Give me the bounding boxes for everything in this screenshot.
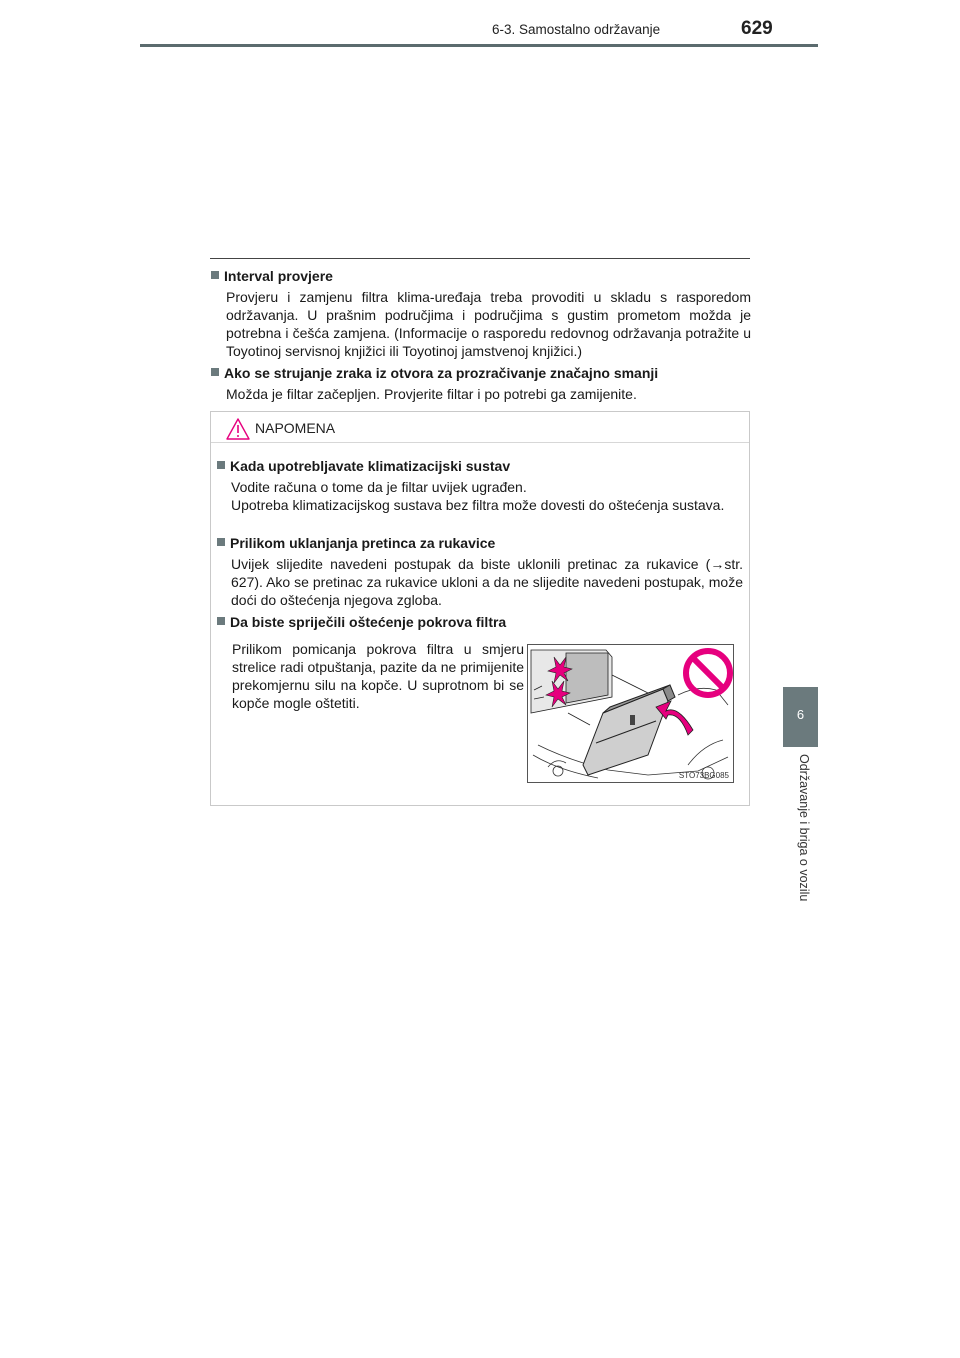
section-title: 6-3. Samostalno održavanje xyxy=(492,22,661,37)
section-heading: Interval provjere xyxy=(224,268,333,284)
notice-item-body: Prilikom pomicanja pokrova filtra u smjeru strelice radi otpuštanja, pazite da ne primijenite prekomjernu silu na kopče. U suprotnom bi se kopče mogle oštetiti. xyxy=(232,641,524,711)
filter-cover-illustration xyxy=(527,644,734,783)
notice-item-body: Upotreba klimatizacijskog sustava bez filtra može dovesti do oštećenja sustava. xyxy=(231,497,725,513)
chapter-title: Održavanje i briga o vozilu xyxy=(797,754,811,902)
header-divider xyxy=(140,44,818,47)
chapter-number: 6 xyxy=(796,707,805,722)
square-bullet-icon xyxy=(217,538,225,546)
notice-box xyxy=(210,411,750,806)
notice-item-body: Uvijek slijedite navedeni postupak da biste uklonili pretinac za rukavice (→str. 627). Ako se pretinac za rukavice ukloni a da ne slijedite navedeni postupak, može doći do oštećenja njegova zgloba. xyxy=(231,556,743,608)
square-bullet-icon xyxy=(211,271,219,279)
warning-triangle-icon xyxy=(225,417,251,441)
notice-item-heading: Kada upotrebljavate klimatizacijski sustav xyxy=(230,458,511,474)
notice-title: NAPOMENA xyxy=(255,420,336,436)
notice-item xyxy=(217,534,743,609)
square-bullet-icon xyxy=(217,617,225,625)
section-interval xyxy=(211,267,751,360)
notice-item-heading: Prilikom uklanjanja pretinca za rukavice xyxy=(230,535,496,551)
chapter-tab xyxy=(783,687,818,747)
section-body: Provjeru i zamjenu filtra klima-uređaja treba provoditi u skladu s rasporedom održavanja. U prašnim područjima i područjima s gustim prometom možda je potrebna i češća zamjena. (Informacije o rasporedu redovnog održavanja potražite u Toyotinoj servisnoj knjižici ili Toyotinoj jamstvenoj knjižici.) xyxy=(226,289,751,359)
page-number: 629 xyxy=(741,18,773,39)
notice-item xyxy=(217,457,743,514)
section-body: Možda je filtar začepljen. Provjerite filtar i po potrebi ga zamijenite. xyxy=(226,386,637,402)
square-bullet-icon xyxy=(217,461,225,469)
notice-item-heading: Da biste spriječili oštećenje pokrova filtra xyxy=(230,614,507,630)
notice-item-body: Vodite računa o tome da je filtar uvijek ugrađen. xyxy=(231,479,527,495)
filter-cover-drawing xyxy=(528,645,733,782)
notice-item xyxy=(217,613,743,631)
figure-code: STO73BG085 xyxy=(678,771,729,780)
square-bullet-icon xyxy=(211,368,219,376)
content-top-divider xyxy=(210,258,750,259)
section-heading: Ako se strujanje zraka iz otvora za prozračivanje značajno smanji xyxy=(224,365,659,381)
section-airflow xyxy=(211,364,751,403)
notice-header xyxy=(211,412,749,443)
